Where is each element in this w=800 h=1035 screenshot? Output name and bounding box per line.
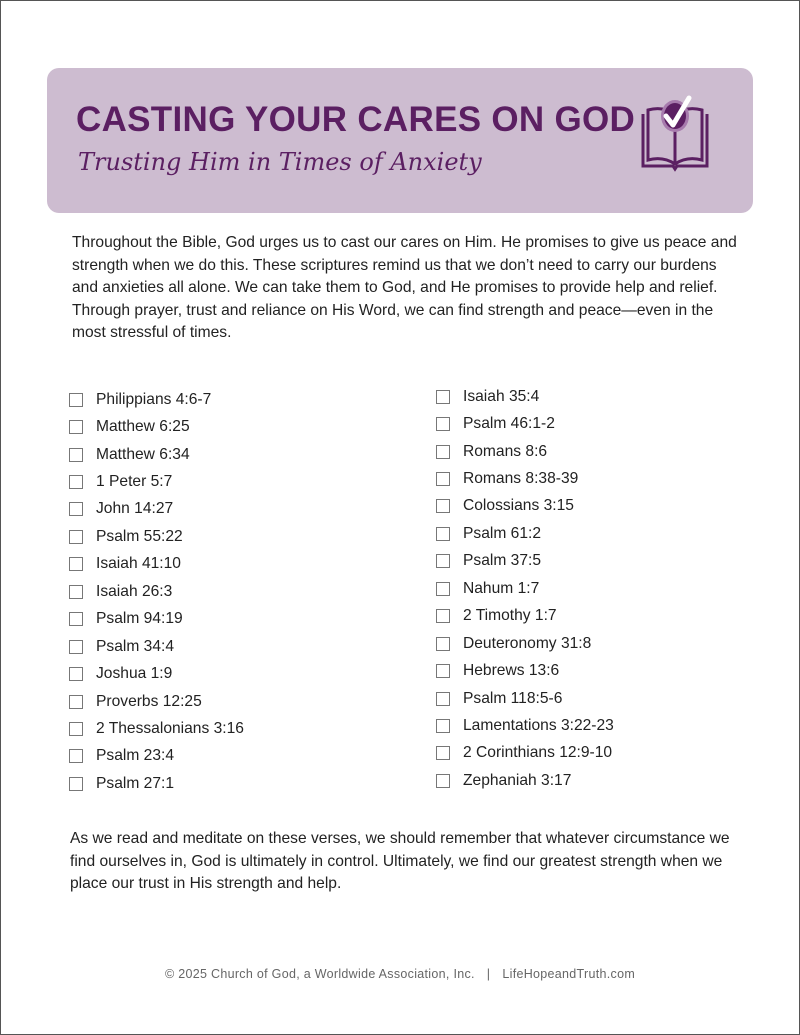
scripture-reference: Romans 8:38-39 [463, 470, 579, 488]
checkbox[interactable] [436, 746, 450, 760]
scripture-reference: Nahum 1:7 [463, 579, 540, 597]
checkbox[interactable] [69, 420, 83, 434]
footer [0, 967, 800, 981]
checklist-item [69, 660, 244, 687]
scripture-reference: Psalm 61:2 [463, 524, 542, 542]
bible-checkmark-icon [635, 92, 715, 172]
checkbox[interactable] [69, 640, 83, 654]
checklist-item [436, 630, 614, 657]
scripture-reference: Philippians 4:6-7 [96, 390, 212, 408]
scripture-reference: Matthew 6:25 [96, 418, 190, 436]
scripture-reference: Psalm 46:1-2 [463, 415, 555, 433]
intro-paragraph: Throughout the Bible, God urges us to cast our cares on Him. He promises to give us peace and strength when we do this. These scriptures remind us that we don’t need to carry our burdens and anxieties all alone. We can take them to God, and He promises to provide help and relief. Through prayer, trust and reliance on His Word, we can find strength and peace—even in the most stressful of times. [72, 234, 737, 342]
checkbox[interactable] [436, 527, 450, 541]
checklist-item [69, 688, 244, 715]
checkbox[interactable] [436, 445, 450, 459]
scripture-reference: Zephaniah 3:17 [463, 771, 572, 789]
checkbox[interactable] [436, 390, 450, 404]
scripture-reference: 2 Corinthians 12:9-10 [463, 744, 613, 762]
scripture-reference: Psalm 27:1 [96, 774, 175, 792]
checklist-item [436, 657, 614, 684]
checkbox[interactable] [436, 499, 450, 513]
checkbox[interactable] [69, 695, 83, 709]
checkbox[interactable] [69, 393, 83, 407]
checkbox[interactable] [69, 722, 83, 736]
checklist-right [436, 383, 614, 795]
checklist-item [69, 551, 244, 578]
scripture-reference: John 14:27 [96, 500, 174, 518]
scripture-reference: Romans 8:6 [463, 442, 548, 460]
checklist-item [436, 575, 614, 602]
scripture-reference: 1 Peter 5:7 [96, 473, 173, 491]
checkbox[interactable] [69, 749, 83, 763]
checkbox[interactable] [436, 582, 450, 596]
checklist-item [69, 468, 244, 495]
scripture-reference: Psalm 37:5 [463, 552, 542, 570]
checklist-item [436, 685, 614, 712]
checkbox[interactable] [69, 475, 83, 489]
header-banner [47, 68, 753, 213]
footer-separator: | [486, 967, 491, 981]
checklist-item [436, 548, 614, 575]
scripture-reference: Colossians 3:15 [463, 497, 574, 515]
scripture-reference: Joshua 1:9 [96, 665, 173, 683]
checklist-item [436, 712, 614, 739]
checkbox[interactable] [436, 664, 450, 678]
checklist-item [69, 633, 244, 660]
checklist-item [436, 410, 614, 437]
checkbox[interactable] [436, 692, 450, 706]
checklist-item [69, 413, 244, 440]
scripture-reference: Psalm 94:19 [96, 610, 183, 628]
page-title: CASTING YOUR CARES ON GOD [76, 100, 636, 139]
scripture-reference: Isaiah 41:10 [96, 555, 181, 573]
checklist-item [436, 438, 614, 465]
checkbox[interactable] [436, 774, 450, 788]
scripture-reference: Psalm 55:22 [96, 527, 183, 545]
checklist-item [436, 383, 614, 410]
checkbox[interactable] [436, 554, 450, 568]
checkbox[interactable] [69, 448, 83, 462]
copyright-text: © 2025 Church of God, a Worldwide Association, Inc. [164, 967, 475, 981]
checkbox[interactable] [69, 777, 83, 791]
closing-paragraph: As we read and meditate on these verses, we should remember that whatever circumstance we find ourselves in, God is ultimately in control. Ultimately, we find our greatest strength when we place our trust in His strength and help. [70, 830, 730, 893]
checkbox[interactable] [69, 585, 83, 599]
scripture-reference: Proverbs 12:25 [96, 692, 202, 710]
scripture-reference: 2 Timothy 1:7 [463, 607, 557, 625]
checklist-item [436, 520, 614, 547]
checkbox[interactable] [69, 557, 83, 571]
checkbox[interactable] [69, 502, 83, 516]
checkbox[interactable] [69, 612, 83, 626]
checklist-item [436, 740, 614, 767]
scripture-reference: Matthew 6:34 [96, 445, 190, 463]
checklist-item [69, 770, 244, 797]
checklist-item [69, 715, 244, 742]
checklist-item [69, 523, 244, 550]
checkbox[interactable] [436, 609, 450, 623]
checkbox[interactable] [436, 637, 450, 651]
checkbox[interactable] [69, 530, 83, 544]
scripture-reference: Isaiah 26:3 [96, 582, 173, 600]
checklist-item [436, 603, 614, 630]
checkbox[interactable] [436, 417, 450, 431]
checklist-item [69, 496, 244, 523]
website-link[interactable]: LifeHopeandTruth.com [502, 967, 636, 981]
scripture-reference: Hebrews 13:6 [463, 662, 560, 680]
page-subtitle: Trusting Him in Times of Anxiety [78, 148, 482, 176]
checklist-item [436, 767, 614, 794]
checklist-item [69, 578, 244, 605]
scripture-reference: Psalm 118:5-6 [463, 689, 563, 707]
scripture-reference: 2 Thessalonians 3:16 [96, 719, 244, 737]
checklist-left [69, 386, 244, 798]
checklist-item [436, 465, 614, 492]
scripture-reference: Deuteronomy 31:8 [463, 634, 592, 652]
checklist-item [69, 743, 244, 770]
checklist-item [69, 606, 244, 633]
scripture-reference: Psalm 23:4 [96, 747, 175, 765]
checkbox[interactable] [69, 667, 83, 681]
checklist-item [436, 493, 614, 520]
checklist-item [69, 386, 244, 413]
checkbox[interactable] [436, 472, 450, 486]
scripture-reference: Isaiah 35:4 [463, 387, 540, 405]
scripture-reference: Psalm 34:4 [96, 637, 175, 655]
scripture-reference: Lamentations 3:22-23 [463, 716, 614, 734]
checkbox[interactable] [436, 719, 450, 733]
checklist-item [69, 441, 244, 468]
